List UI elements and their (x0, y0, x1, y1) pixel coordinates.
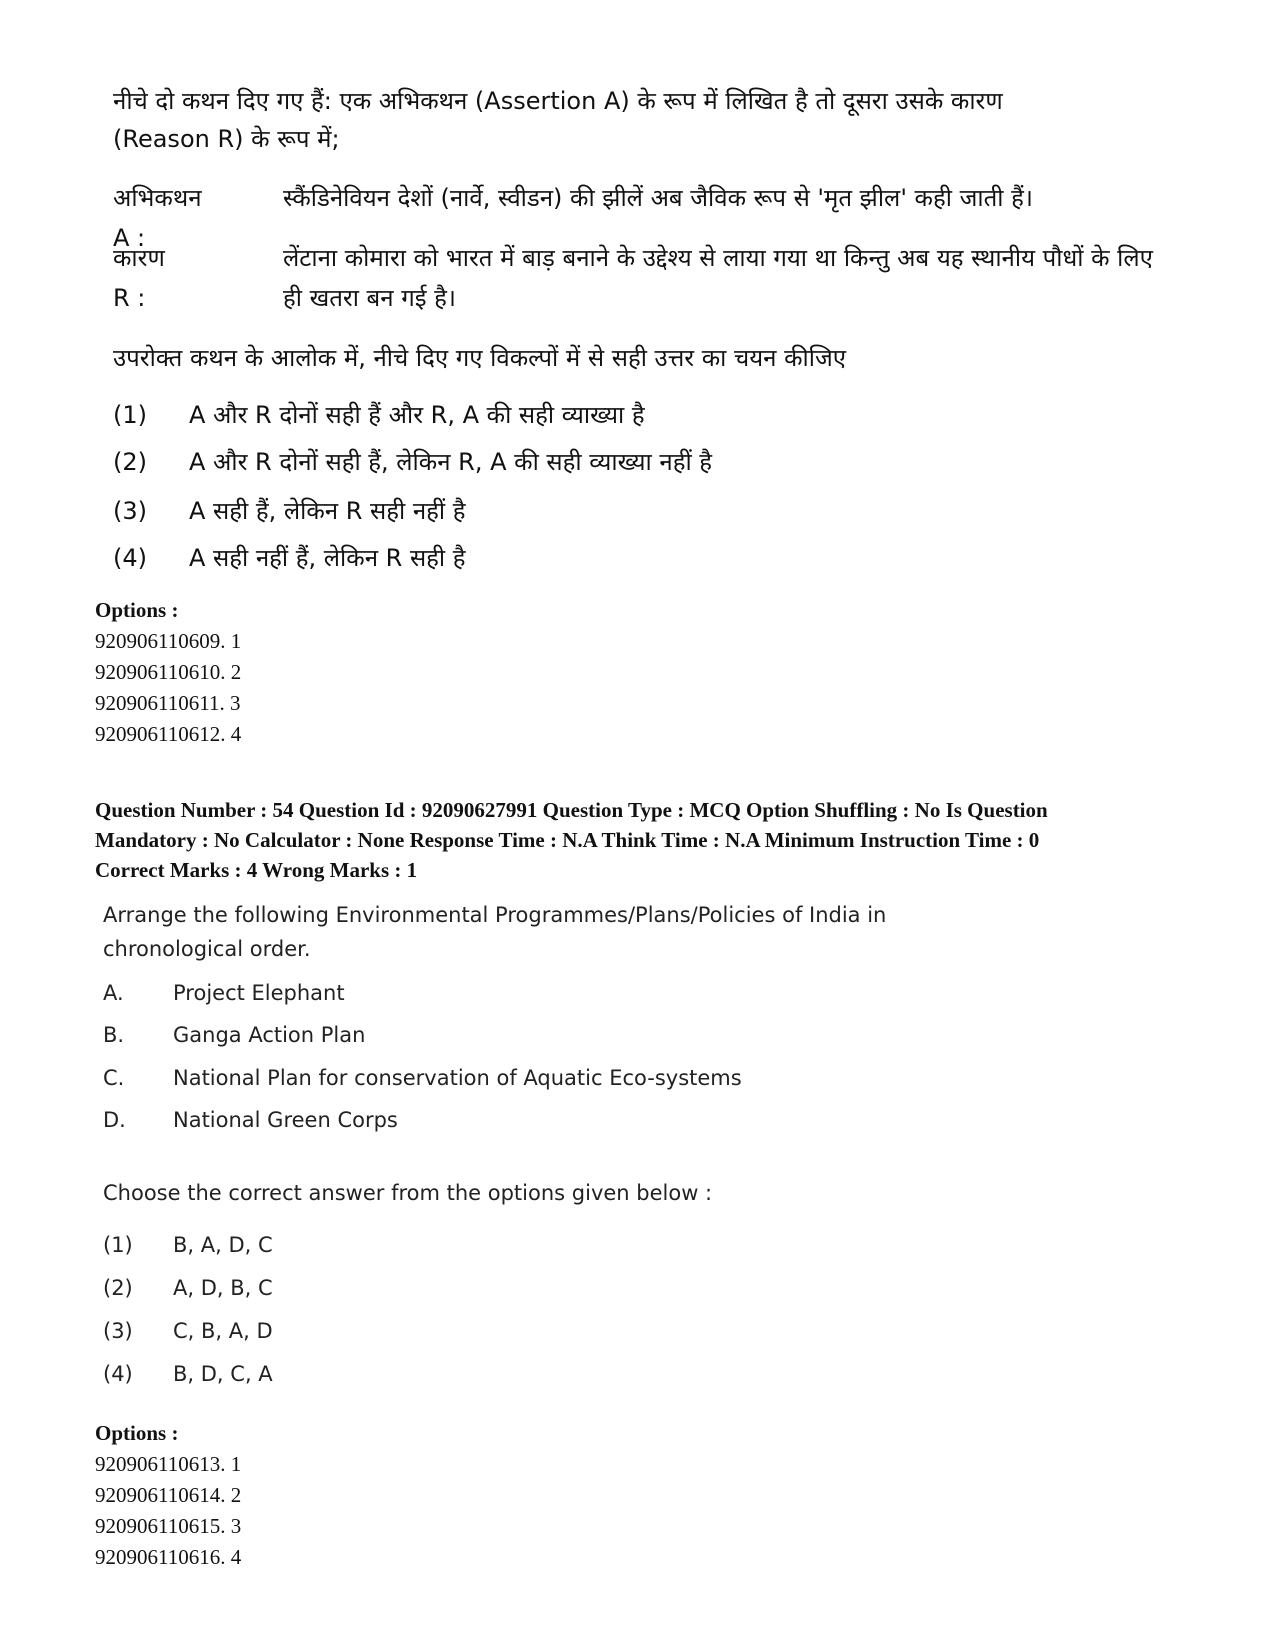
item-letter: A. (103, 981, 124, 1005)
q54-item (103, 1020, 365, 1050)
choice-number: (3) (103, 1319, 133, 1343)
choice-text: A और R दोनों सही हैं और R, A की सही व्याख्या है (189, 401, 645, 429)
q54-item (103, 1105, 398, 1135)
q53-choice (113, 541, 466, 575)
q54-choice (103, 1359, 273, 1389)
q53-assertion-label: अभिकथन A : (113, 184, 202, 252)
choice-number: (1) (113, 401, 147, 429)
q54-intro: Arrange the following Environmental Programmes/Plans/Policies of India in chronological order. (103, 903, 887, 961)
choice-text: A सही हैं, लेकिन R सही नहीं है (189, 497, 466, 525)
q54-meta-line: Question Number : 54 Question Id : 92090627991 Question Type : MCQ Option Shuffling : No Is Question (95, 798, 1048, 822)
choice-text: A और R दोनों सही हैं, लेकिन R, A की सही व्याख्या नहीं है (189, 448, 713, 476)
option-item: 920906110612. 4 (95, 722, 242, 746)
choice-text: C, B, A, D (173, 1319, 273, 1343)
choice-number: (2) (113, 448, 147, 476)
q54-marks: Correct Marks : 4 Wrong Marks : 1 (95, 858, 418, 882)
choice-number: (3) (113, 497, 147, 525)
q53-intro: नीचे दो कथन दिए गए हैं: एक अभिकथन (Assertion A) के रूप में लिखित है तो दूसरा उसके कारण (Reason R) के रूप में; (113, 87, 1003, 153)
option-item: 920906110613. 1 (95, 1452, 242, 1476)
choice-number: (2) (103, 1276, 133, 1300)
q54-meta-line: Mandatory : No Calculator : None Response Time : N.A Think Time : N.A Minimum Instruction Time : 0 (95, 828, 1040, 852)
q53-reason-text: लेंटाना कोमारा को भारत में बाड़ बनाने के उद्देश्य से लाया गया था किन्तु अब यह स्थानीय पौधों के लिए ही खतरा बन गई है। (283, 244, 1153, 312)
q54-options-list (95, 1418, 241, 1573)
choice-text: B, A, D, C (173, 1233, 273, 1257)
option-item: 920906110610. 2 (95, 660, 242, 684)
options-header: Options : (95, 598, 179, 622)
q53-assertion-text: स्कैंडिनेवियन देशों (नार्वे, स्वीडन) की झीलें अब जैविक रूप से 'मृत झील' कही जाती हैं। (283, 184, 1033, 212)
q54-choice (103, 1230, 273, 1260)
q54-meta (95, 797, 1195, 883)
q54-item (103, 1063, 742, 1093)
choice-number: (4) (103, 1362, 133, 1386)
q53-options-list (95, 595, 241, 750)
option-item: 920906110615. 3 (95, 1514, 242, 1538)
q53-choice (113, 494, 466, 528)
q54-prompt: Choose the correct answer from the options given below : (103, 1181, 713, 1205)
q53-reason-label: कारण R : (113, 244, 165, 312)
item-letter: B. (103, 1023, 125, 1047)
q54-choice (103, 1316, 273, 1346)
option-item: 920906110611. 3 (95, 691, 241, 715)
item-text: National Plan for conservation of Aquatic Eco-systems (173, 1066, 742, 1090)
option-item: 920906110616. 4 (95, 1545, 242, 1569)
choice-number: (1) (103, 1233, 133, 1257)
choice-text: A, D, B, C (173, 1276, 273, 1300)
option-item: 920906110609. 1 (95, 629, 242, 653)
item-text: Ganga Action Plan (173, 1023, 366, 1047)
item-text: National Green Corps (173, 1108, 398, 1132)
q53-choice (113, 445, 712, 479)
choice-text: B, D, C, A (173, 1362, 273, 1386)
item-text: Project Elephant (173, 981, 345, 1005)
option-item: 920906110614. 2 (95, 1483, 242, 1507)
choice-number: (4) (113, 544, 147, 572)
q54-choice (103, 1273, 273, 1303)
options-header: Options : (95, 1421, 179, 1445)
choice-text: A सही नहीं हैं, लेकिन R सही है (189, 544, 466, 572)
item-letter: C. (103, 1066, 125, 1090)
item-letter: D. (103, 1108, 126, 1132)
q53-choice (113, 398, 645, 432)
q54-item (103, 978, 345, 1008)
q53-prompt: उपरोक्त कथन के आलोक में, नीचे दिए गए विकल्पों में से सही उत्तर का चयन कीजिए (113, 344, 847, 372)
